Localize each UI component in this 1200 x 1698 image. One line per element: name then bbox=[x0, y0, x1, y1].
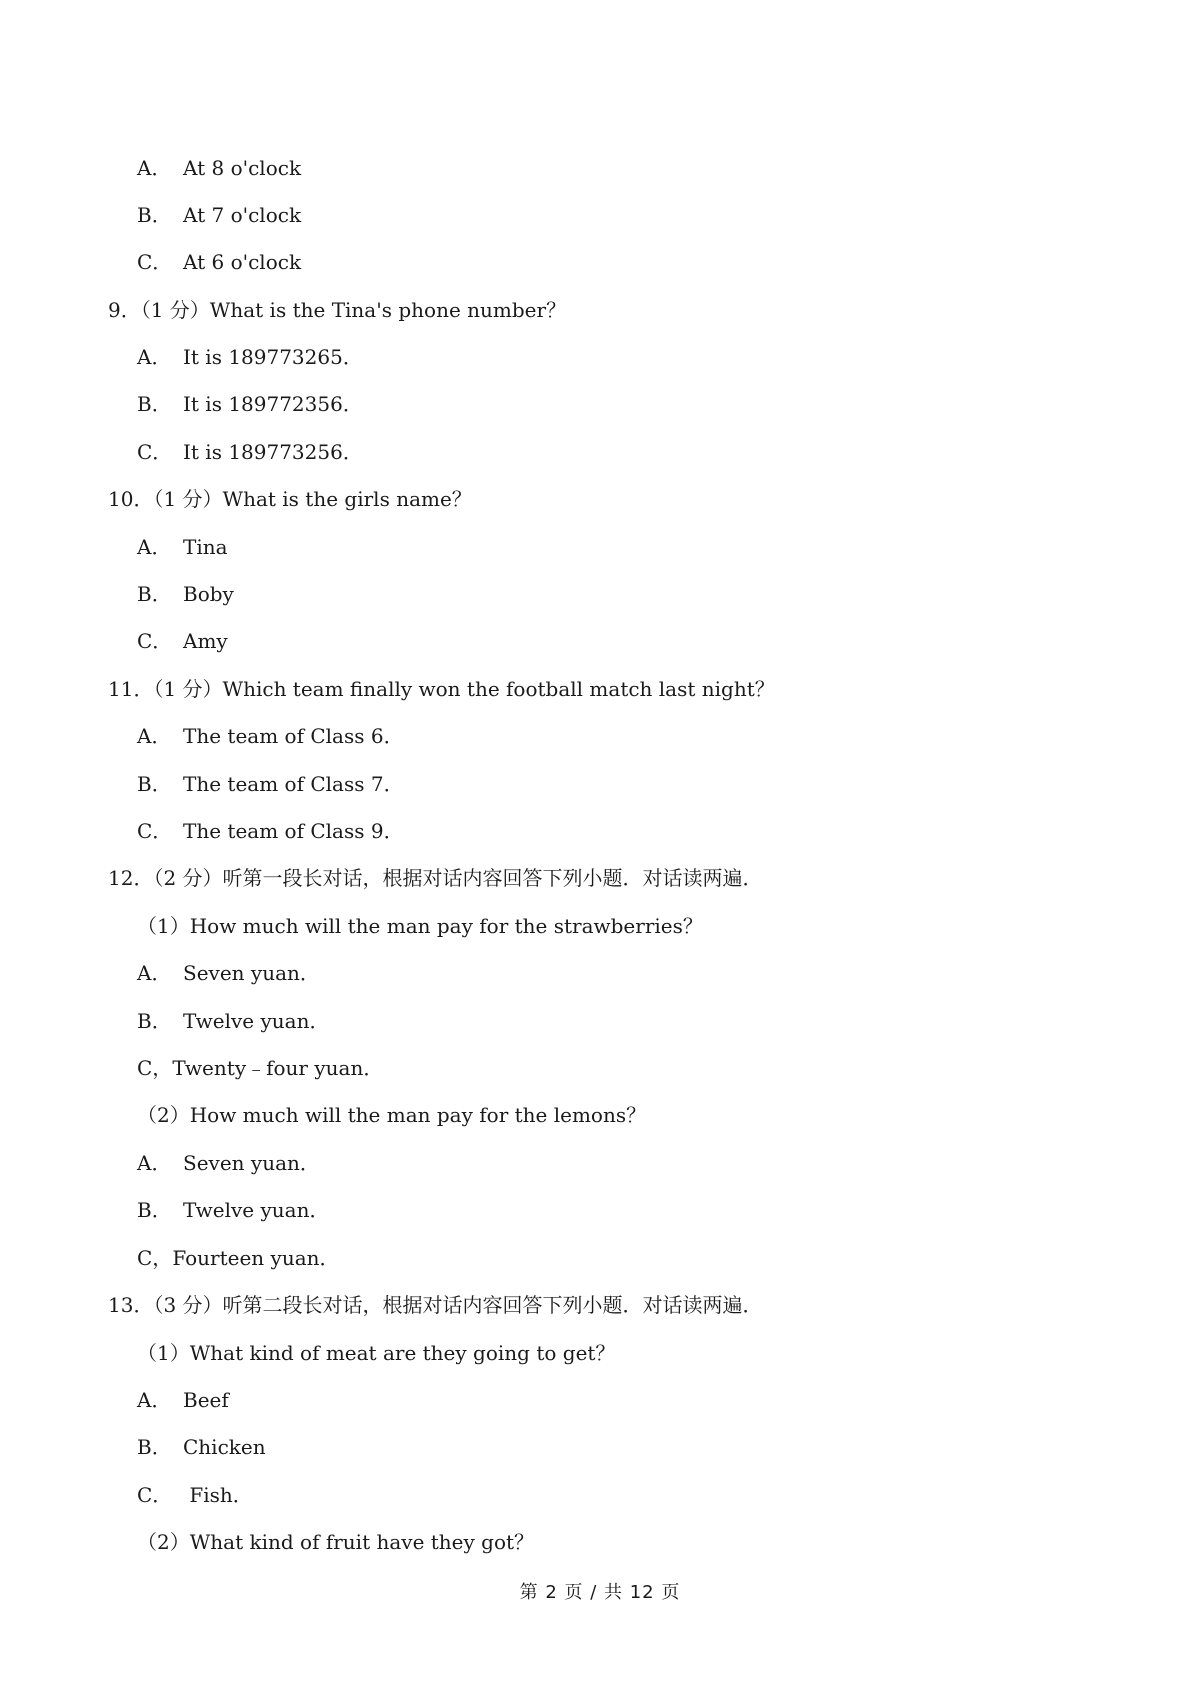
q10-option-a bbox=[137, 533, 228, 561]
option-text: Amy bbox=[183, 629, 228, 653]
q13-sub1-option-b bbox=[137, 1433, 266, 1461]
q12-sub2-stem: （2）How much will the man pay for the lemons？ bbox=[137, 1103, 647, 1127]
option-text: Boby bbox=[183, 582, 234, 606]
option-letter: B． bbox=[137, 1198, 172, 1222]
q13-sub1-option-c bbox=[137, 1481, 253, 1509]
option-letter: C． bbox=[137, 819, 173, 843]
q13-stem: 13．（3 分）听第二段长对话，根据对话内容回答下列小题．对话读两遍． bbox=[108, 1293, 763, 1317]
option-letter: A． bbox=[137, 961, 172, 985]
option-text: Tina bbox=[183, 535, 228, 559]
option-letter: A． bbox=[137, 535, 172, 559]
option-letter: C． bbox=[137, 250, 173, 274]
q12-sub1-option-a bbox=[137, 959, 320, 987]
q10-option-b bbox=[137, 580, 234, 608]
option-letter: B． bbox=[137, 582, 172, 606]
option-text: Seven yuan． bbox=[183, 961, 320, 985]
option-text: Chicken bbox=[183, 1435, 266, 1459]
q13-sub1-stem: （1）What kind of meat are they going to get？ bbox=[137, 1341, 616, 1365]
q8-option-a bbox=[137, 154, 301, 182]
q9-option-a bbox=[137, 343, 363, 371]
option-text: Fourteen yuan． bbox=[172, 1246, 340, 1270]
option-text: Fish． bbox=[183, 1483, 253, 1507]
option-text: Twenty﹣four yuan． bbox=[172, 1056, 384, 1080]
q9-option-c bbox=[137, 438, 363, 466]
option-text: It is 189772356． bbox=[183, 392, 363, 416]
q12-sub2-option-b bbox=[137, 1196, 329, 1224]
option-text: It is 189773265． bbox=[183, 345, 363, 369]
q12-sub1-option-c bbox=[137, 1054, 383, 1082]
option-text: Twelve yuan． bbox=[183, 1198, 330, 1222]
q8-option-b bbox=[137, 201, 301, 229]
option-letter: B． bbox=[137, 1009, 172, 1033]
q12-sub2-option-c bbox=[137, 1244, 340, 1272]
q12-sub1-stem: （1）How much will the man pay for the strawberries？ bbox=[137, 914, 703, 938]
option-letter: B． bbox=[137, 392, 172, 416]
option-text: The team of Class 7． bbox=[183, 772, 404, 796]
q12-stem: 12．（2 分）听第一段长对话，根据对话内容回答下列小题．对话读两遍． bbox=[108, 866, 763, 890]
q8-option-c bbox=[137, 248, 301, 276]
option-letter: B． bbox=[137, 203, 172, 227]
q9-stem: 9．（1 分）What is the Tina's phone number？ bbox=[108, 298, 567, 322]
option-letter: A． bbox=[137, 1151, 172, 1175]
option-letter: A． bbox=[137, 1388, 172, 1412]
option-letter: C， bbox=[137, 1246, 173, 1270]
option-letter: A． bbox=[137, 345, 172, 369]
q9-option-b bbox=[137, 390, 363, 418]
q11-option-b bbox=[137, 770, 404, 798]
option-text: At 7 o'clock bbox=[183, 203, 302, 227]
q10-option-c bbox=[137, 627, 228, 655]
option-text: The team of Class 6． bbox=[183, 724, 404, 748]
option-letter: C， bbox=[137, 1056, 173, 1080]
option-text: Beef bbox=[183, 1388, 229, 1412]
option-text: At 6 o'clock bbox=[183, 250, 302, 274]
q13-sub2-stem: （2）What kind of fruit have they got？ bbox=[137, 1530, 535, 1554]
q11-stem: 11．（1 分）Which team finally won the football match last night？ bbox=[108, 677, 775, 701]
option-text: At 8 o'clock bbox=[183, 156, 302, 180]
q12-sub1-option-b bbox=[137, 1007, 329, 1035]
option-letter: A． bbox=[137, 156, 172, 180]
q11-option-a bbox=[137, 722, 404, 750]
q13-sub1-option-a bbox=[137, 1386, 229, 1414]
option-letter: C． bbox=[137, 1483, 173, 1507]
q11-option-c bbox=[137, 817, 404, 845]
option-letter: C． bbox=[137, 440, 173, 464]
option-text: Seven yuan． bbox=[183, 1151, 320, 1175]
option-letter: B． bbox=[137, 1435, 172, 1459]
q12-sub2-option-a bbox=[137, 1149, 320, 1177]
option-letter: B． bbox=[137, 772, 172, 796]
option-letter: C． bbox=[137, 629, 173, 653]
q10-stem: 10．（1 分）What is the girls name？ bbox=[108, 487, 472, 511]
option-letter: A． bbox=[137, 724, 172, 748]
page-footer: 第 2 页 / 共 12 页 bbox=[519, 1582, 681, 1603]
option-text: It is 189773256． bbox=[183, 440, 363, 464]
option-text: Twelve yuan． bbox=[183, 1009, 330, 1033]
option-text: The team of Class 9． bbox=[183, 819, 404, 843]
